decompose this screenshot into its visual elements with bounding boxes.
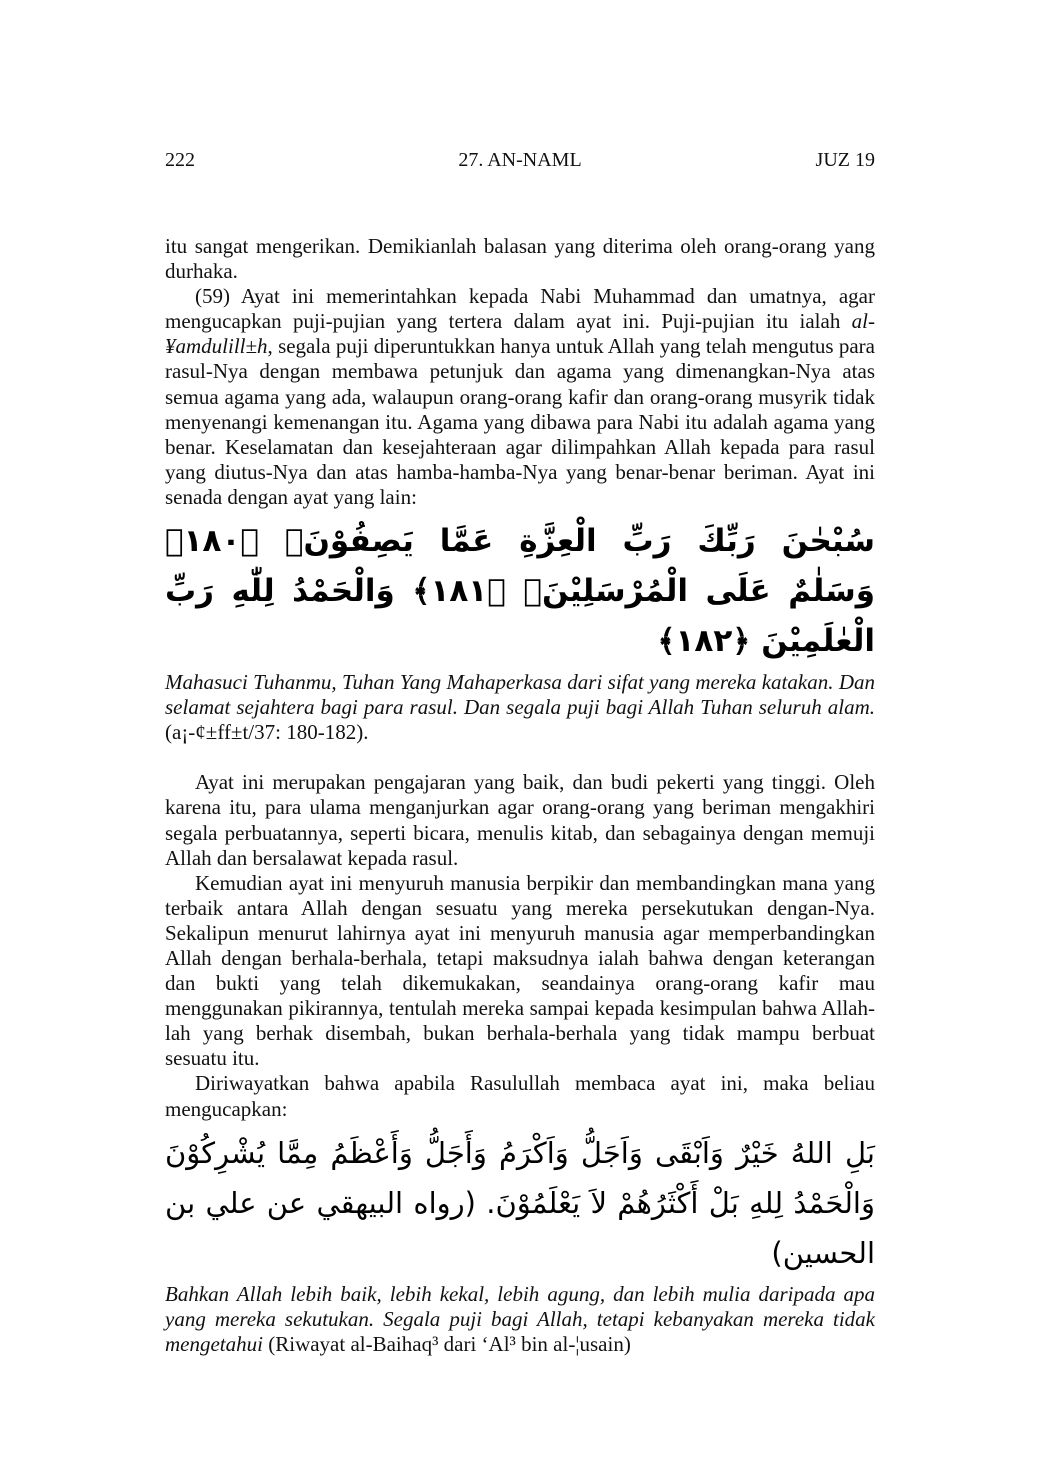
translation-text: Bahkan Allah lebih baik, lebih kekal, lebih agung, dan lebih mulia daripada apa yang mereka sekutukan. Segala puji bagi Allah, tetapi kebanyakan mereka tidak mengetahui [165,1281,875,1356]
paragraph-teaching: Ayat ini merupakan pengajaran yang baik, dan budi pekerti yang tinggi. Oleh karena itu, para ulama menganjurkan agar orang-orang yang beriman mengakhiri segala perbuatannya, seperti bicara, menulis kitab, dan sebagainya dengan memuji Allah dan bersalawat kepada rasul. [165,770,875,870]
document-page [165,0,875,1475]
paragraph-verse-59 [165,284,875,510]
paragraph-text: (59) Ayat ini memerintahkan kepada Nabi Muhammad dan umatnya, agar mengucapkan puji-pujian yang tertera dalam ayat ini. Puji-pujian itu ialah [165,284,875,334]
hadith-reference: (Riwayat al-Baihaq³ dari ‘Al³ bin al-¦usain) [262,1331,631,1356]
surah-title: 27. AN-NAML [458,149,582,171]
page-number: 222 [165,149,195,171]
translation-quran [165,670,875,745]
translation-text: Mahasuci Tuhanmu, Tuhan Yang Mahaperkasa dari sifat yang mereka katakan. Dan selamat sejahtera bagi para rasul. Dan segala puji bagi Allah Tuhan seluruh alam. [165,670,875,720]
page-header [165,147,875,173]
arabic-quran-verse: سُبْحٰنَ رَبِّكَ رَبِّ الْعِزَّةِ عَمَّا يَصِفُوْنَۚ ﴿١٨٠﴾ وَسَلٰمٌ عَلَى الْمُرْسَلِيْنَۚ ﴿١٨١﴾ وَالْحَمْدُ لِلّٰهِ رَبِّ الْعٰلَمِيْنَ ﴿١٨٢﴾ [165,523,875,660]
juz-label: JUZ 19 [815,149,875,171]
paragraph-narration: Diriwayatkan bahwa apabila Rasulullah membaca ayat ini, maka beliau mengucapkan: [165,1071,875,1121]
paragraph-comparison: Kemudian ayat ini menyuruh manusia berpikir dan membandingkan mana yang terbaik antara Allah dengan sesuatu yang mereka persekutukan dengan-Nya. Sekalipun menurut lahirnya ayat ini menyuruh manusia agar memperbandingkan Allah dengan berhala-berhala, tetapi maksudnya ialah bahwa dengan keterangan dan bukti yang telah dikemukakan, seandainya orang-orang kafir mau menggunakan pikirannya, tentulah mereka sampai kepada kesimpulan bahwa Allah-lah yang berhak disembah, bukan berhala-berhala yang tidak mampu berbuat sesuatu itu. [165,870,875,1071]
verse-reference: (a¡-¢±ff±t/37: 180-182). [165,720,369,745]
paragraph-text: , segala puji diperuntukkan hanya untuk Allah yang telah mengutus para rasul-Nya dengan membawa petunjuk dan agama yang dimenangkan-Nya atas semua agama yang ada, walaupun orang-orang kafir dan orang-orang musyrik tidak menyenangi kemenangan itu. Agama yang dibawa para Nabi itu adalah agama yang benar. Keselamatan dan kesejahteraan agar dilimpahkan Allah kepada para rasul yang diutus-Nya dan atas hamba-hamba-Nya yang benar-benar beriman. Ayat ini senada dengan ayat yang lain: [165,334,875,509]
arabic-hadith: بَلِ اللهُ خَيْرٌ وَاَبْقَى وَاَجَلُّ وَاَكْرَمُ وَأَجَلُّ وَأَعْظَمُ مِمَّا يُشْرِكُوْنَ وَالْحَمْدُ لِلهِ بَلْ أَكْثَرُهُمْ لاَ يَعْلَمُوْنَ. (رواه البيهقي عن علي بن الحسين) [165,1135,875,1270]
translation-hadith [165,1282,875,1357]
spacer [165,745,875,770]
transliterated-term: al-¥amdulill±h [165,309,875,359]
page-body [165,234,875,1357]
paragraph-continuation: itu sangat mengerikan. Demikianlah balasan yang diterima oleh orang-orang yang durhaka. [165,234,875,284]
